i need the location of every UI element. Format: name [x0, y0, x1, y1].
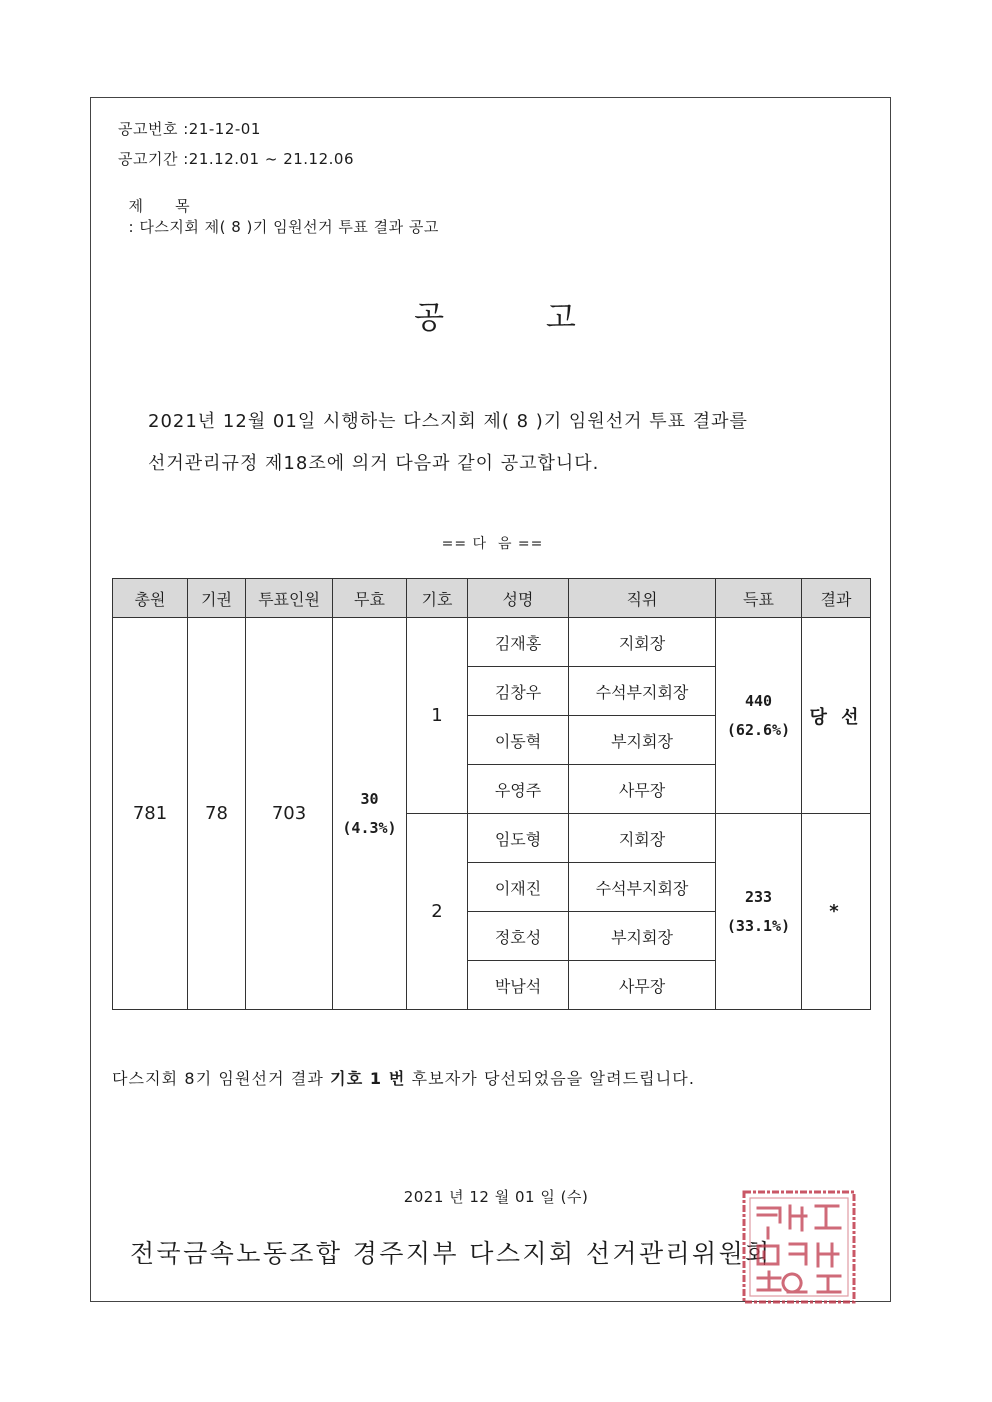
ticket-2-member-4-position: 사무장	[569, 961, 716, 1010]
ticket-1-member-4-position: 사무장	[569, 765, 716, 814]
ticket-2-member-1-name: 임도형	[468, 814, 569, 863]
ticket-1-votes: 440	[744, 692, 773, 710]
ticket-1-member-1-name: 김재홍	[468, 618, 569, 667]
ticket-1-member-2-position: 수석부지회장	[569, 667, 716, 716]
abstain-cell: 78	[188, 618, 246, 1010]
header-result: 결과	[802, 579, 871, 618]
ticket-2-member-2-position: 수석부지회장	[569, 863, 716, 912]
notice-period-value: :21.12.01 ~ 21.12.06	[183, 150, 355, 168]
ticket-2-member-3-position: 부지회장	[569, 912, 716, 961]
ticket-1-member-1-position: 지회장	[569, 618, 716, 667]
voters-cell: 703	[246, 618, 333, 1010]
organization-name: 전국금속노동조합 경주지부 다스지회 선거관리위원회	[130, 1239, 772, 1268]
notice-subject-value: : 다스지회 제( 8 )기 임원선거 투표 결과 공고	[128, 218, 439, 236]
ticket-2-member-4-name: 박남석	[468, 961, 569, 1010]
notice-period-label: 공고기간	[118, 150, 178, 168]
notice-date: 2021 년 12 월 01 일 (수)	[403, 1188, 589, 1206]
table-header-row	[113, 579, 871, 618]
ticket-2-votes-cell	[716, 814, 802, 1010]
body-line-2: 선거관리규정 제18조에 의거 다음과 같이 공고합니다.	[148, 453, 600, 474]
ticket-1-votes-cell	[716, 618, 802, 814]
ticket-1-result: 당 선	[802, 618, 871, 814]
invalid-count: 30	[360, 790, 379, 808]
ticket-2-number: 2	[407, 814, 468, 1010]
notice-period	[118, 148, 354, 169]
ticket-1-member-3-name: 이동혁	[468, 716, 569, 765]
header-votes: 득표	[716, 579, 802, 618]
invalid-cell	[333, 618, 407, 1010]
footer-note-after: 후보자가 당선되었음을 알려드립니다.	[405, 1069, 696, 1088]
footer-note-before: 다스지회 8기 임원선거 결과	[112, 1069, 331, 1088]
ticket-2-member-3-name: 정호성	[468, 912, 569, 961]
invalid-percent: (4.3%)	[342, 818, 397, 837]
notice-number-label: 공고번호	[118, 120, 178, 138]
notice-subject-label: 제 목	[128, 197, 191, 215]
notice-subject	[118, 177, 439, 237]
ticket-1-member-3-position: 부지회장	[569, 716, 716, 765]
ticket-2-member-2-name: 이재진	[468, 863, 569, 912]
sub-heading: == 다 음 ==	[441, 536, 544, 552]
page-title-left: 공	[414, 300, 447, 336]
header-invalid: 무효	[333, 579, 407, 618]
footer-note	[112, 1066, 695, 1089]
footer-note-emphasis: 기호 1 번	[330, 1069, 406, 1088]
results-table	[112, 578, 871, 1010]
notice-number	[118, 118, 261, 139]
official-seal-icon	[740, 1188, 858, 1306]
total-cell: 781	[113, 618, 188, 1010]
header-position: 직위	[569, 579, 716, 618]
ticket-1-member-4-name: 우영주	[468, 765, 569, 814]
table-row	[113, 618, 871, 667]
ticket-2-result: *	[802, 814, 871, 1010]
ticket-2-member-1-position: 지회장	[569, 814, 716, 863]
header-name: 성명	[468, 579, 569, 618]
page-title-right: 고	[545, 300, 578, 336]
ticket-1-member-2-name: 김창우	[468, 667, 569, 716]
notice-number-value: :21-12-01	[183, 120, 261, 138]
ticket-2-votes: 233	[744, 888, 773, 906]
page-title	[0, 292, 992, 337]
body-line-1: 2021년 12월 01일 시행하는 다스지회 제( 8 )기 임원선거 투표 결과를	[148, 411, 748, 432]
header-ticket-number: 기호	[407, 579, 468, 618]
header-abstain: 기권	[188, 579, 246, 618]
ticket-2-votes-percent: (33.1%)	[726, 916, 791, 935]
header-total: 총원	[113, 579, 188, 618]
header-voters: 투표인원	[246, 579, 333, 618]
ticket-1-votes-percent: (62.6%)	[726, 720, 791, 739]
ticket-1-number: 1	[407, 618, 468, 814]
